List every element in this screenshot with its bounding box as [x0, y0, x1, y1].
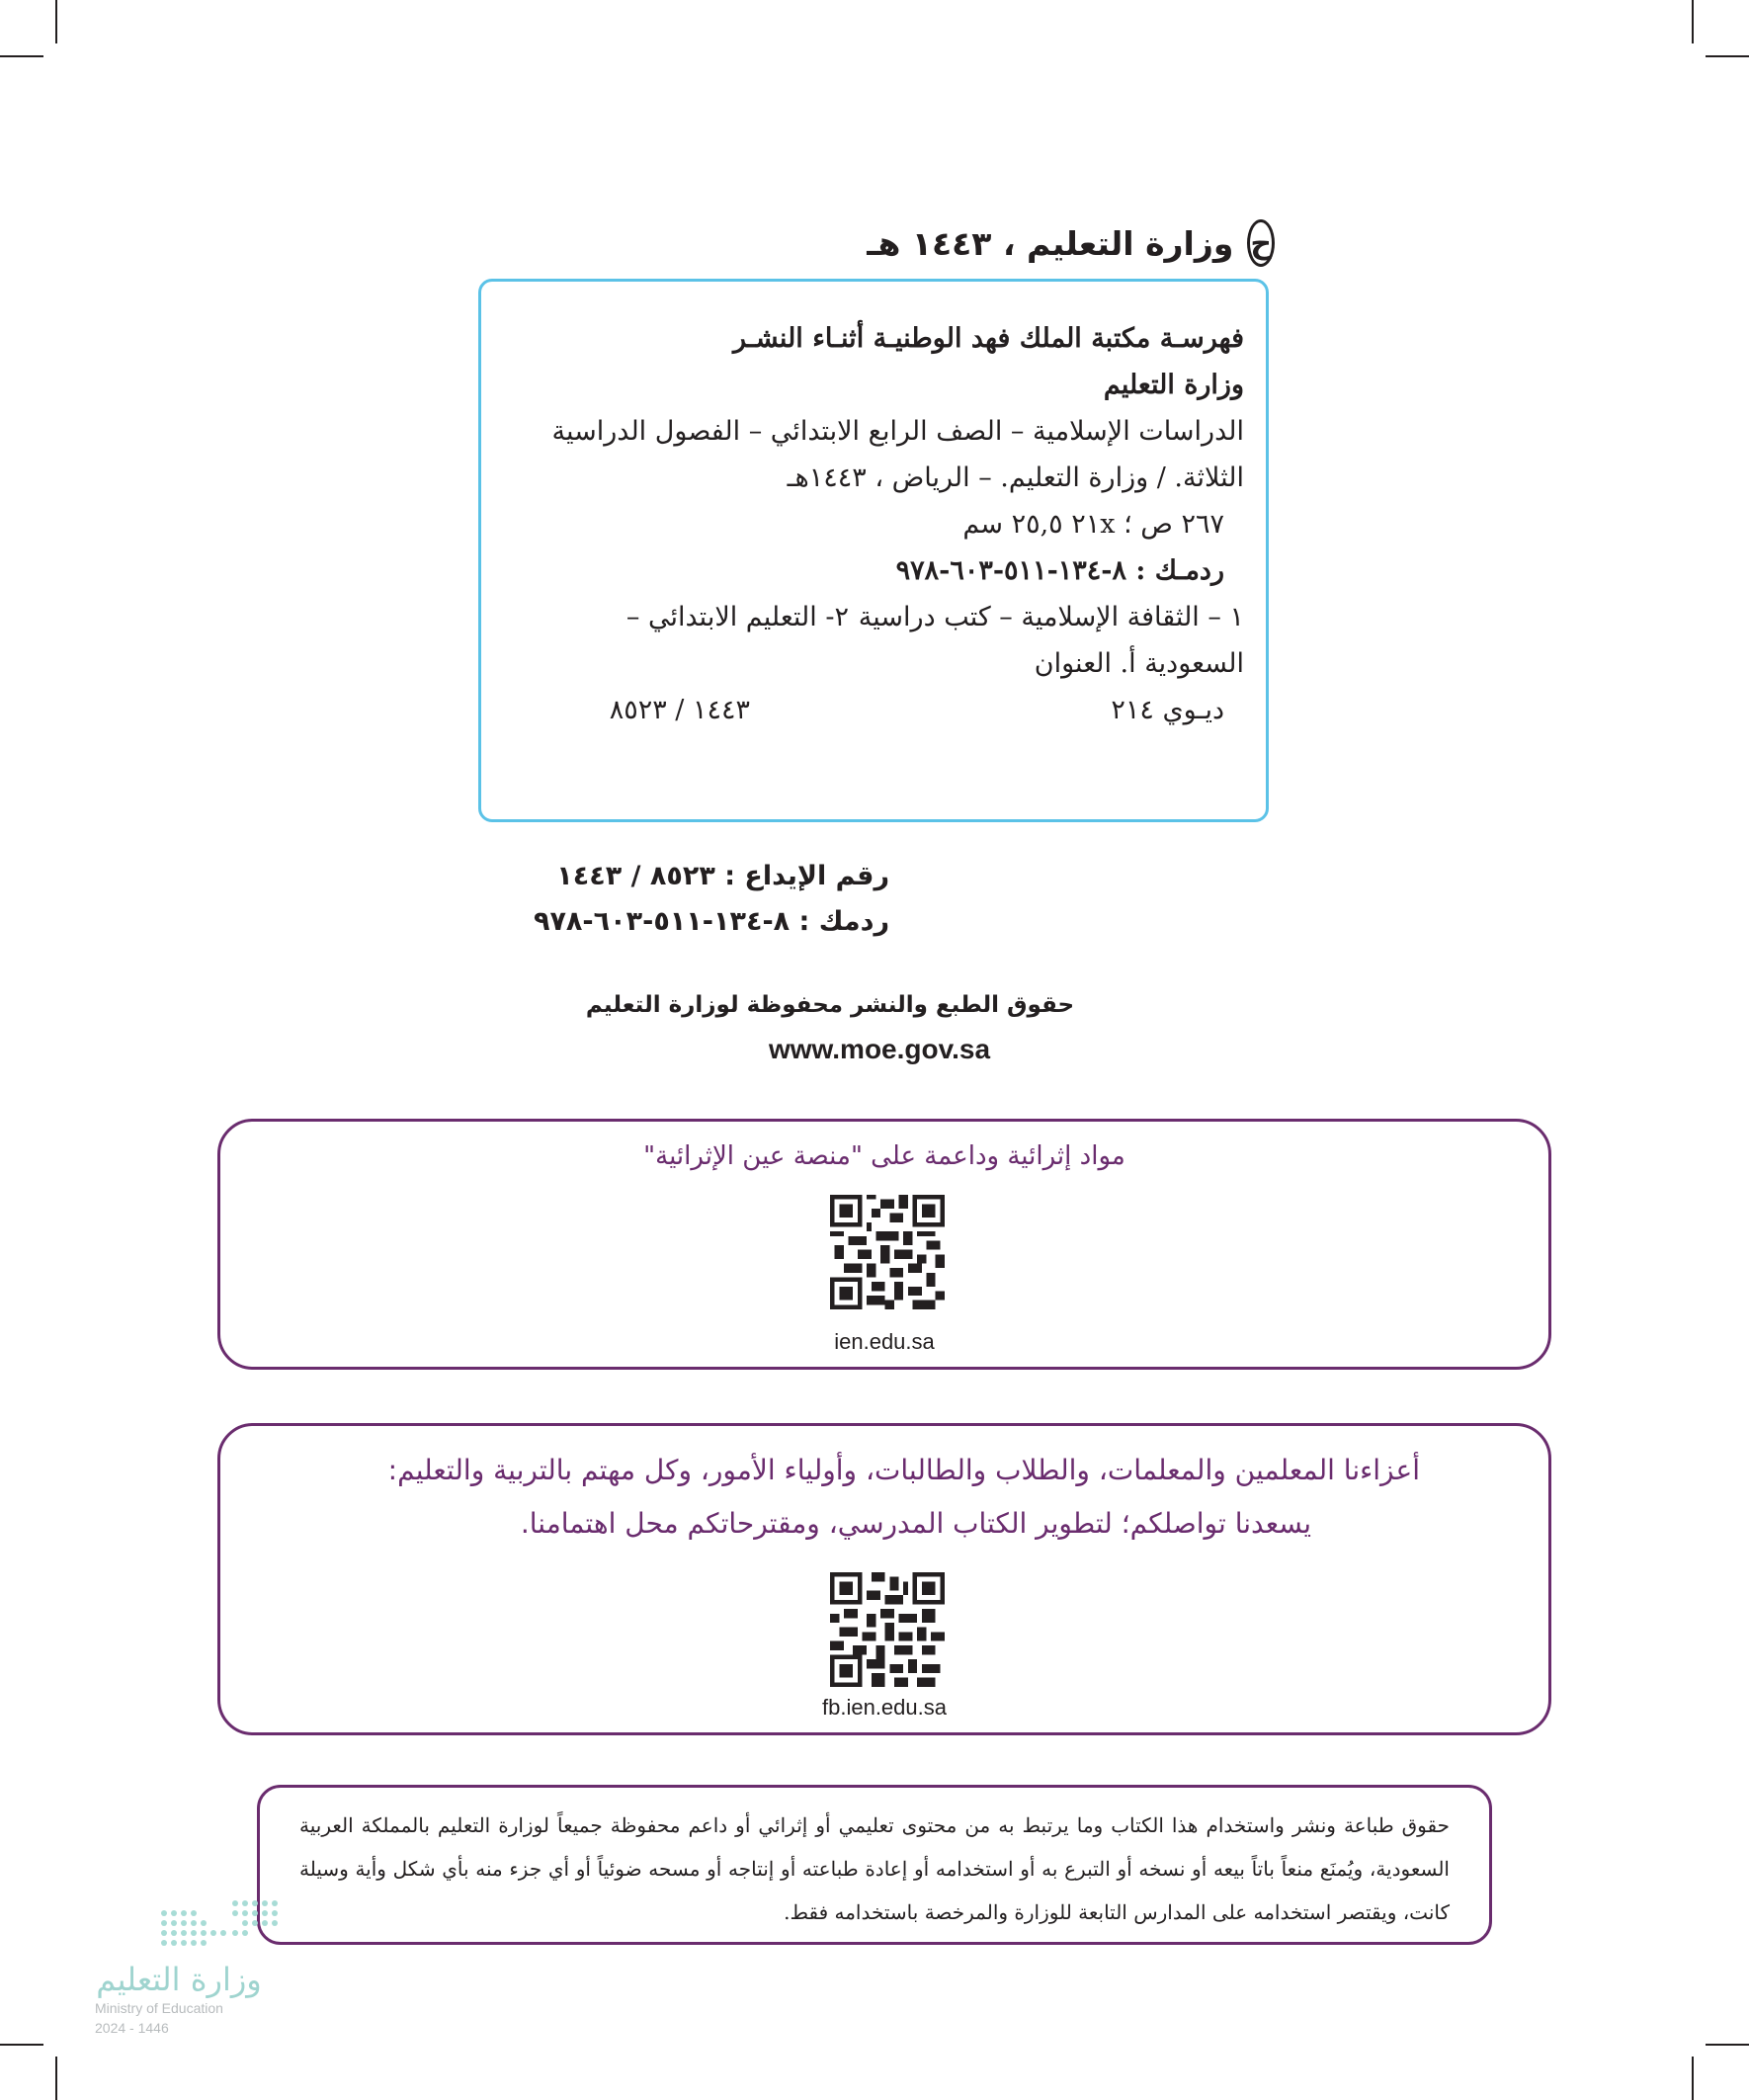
enrichment-title: مواد إثرائية وداعمة على "منصة عين الإثرائية": [643, 1141, 1125, 1171]
feedback-qr-code[interactable]: [830, 1572, 945, 1687]
catalog-classification: [503, 687, 1244, 733]
enrichment-box: [217, 1119, 1551, 1370]
catalog-subject-2: ٢- التعليم الابتدائي –: [625, 602, 849, 632]
copyright-line: [867, 215, 1275, 271]
legal-notice-text: حقوق طباعة ونشر واستخدام هذا الكتاب وما يرتبط به من محتوى تعليمي أو إثرائي أو داعم محفوظة جميعاً لوزارة التعليم بالمملكة العربية السعودية، ويُمنَع منعاً باتاً بيعه أو نسخه أو التبرع به أو استخدامه أو إعادة طباعته أو إنتاجه أو مسحه ضوئياً أو أي جزء منه بأي شكل وأية وسيلة كانت، ويقتصر استخدامه على المدارس التابعة للوزارة والمرخصة باستخدامه فقط.: [299, 1813, 1450, 1924]
catalog-author: وزارة التعليم: [1103, 370, 1244, 400]
crop-mark: [55, 2057, 57, 2100]
ministry-english-name: Ministry of Education: [95, 2000, 223, 2016]
ministry-logo: [95, 1897, 332, 2046]
catalog-heading: فهرسـة مكتبة الملك فهد الوطنيـة أثنـاء النشـر: [733, 323, 1244, 354]
crop-mark: [1706, 55, 1749, 57]
website-link[interactable]: www.moe.gov.sa: [768, 1034, 991, 1064]
crop-mark: [0, 2044, 43, 2046]
catalog-dewey: ديـوي ٢١٤: [1111, 695, 1224, 725]
legal-notice-box: [257, 1785, 1492, 1945]
crop-mark: [55, 0, 57, 43]
ministry-dots-icon: [154, 1897, 322, 1957]
catalog-subject-1: ١ – الثقافة الإسلامية – كتب دراسية: [858, 602, 1244, 632]
deposit-number: رقم الإيداع : ٨٥٢٣ / ١٤٤٣: [556, 861, 889, 891]
feedback-url[interactable]: fb.ien.edu.sa: [822, 1695, 947, 1720]
copyright-text: وزارة التعليم ، ١٤٤٣ هـ: [867, 223, 1234, 263]
crop-mark: [1692, 2057, 1694, 2100]
crop-mark: [1692, 0, 1694, 43]
catalog-card: [478, 279, 1269, 822]
deposit-block: [514, 854, 889, 945]
rights-notice: حقوق الطبع والنشر محفوظة لوزارة التعليم: [585, 992, 1075, 1018]
catalog-isbn: ردمـك : ٨-١٣٤-٥١١-٦٠٣-٩٧٨: [895, 555, 1224, 586]
feedback-invitation: يسعدنا تواصلكم؛ لتطوير الكتاب المدرسي، ومقترحاتكم محل اهتمامنا.: [520, 1507, 1311, 1540]
catalog-subject-3: السعودية أ. العنوان: [1034, 648, 1244, 679]
catalog-subjects: [503, 594, 1244, 640]
enrichment-qr-code[interactable]: [830, 1195, 945, 1309]
ministry-arabic-name: وزارة التعليم: [96, 1961, 262, 1998]
crop-mark: [1706, 2044, 1749, 2046]
copyright-symbol: ح: [1247, 219, 1275, 267]
feedback-box: [217, 1423, 1551, 1735]
catalog-pages: ٢٦٧ ص ؛ ٢١x ٢٥,٥ سم: [962, 509, 1224, 540]
catalog-lines: [503, 315, 1244, 733]
crop-mark: [0, 55, 43, 57]
catalog-title-line1: الدراسات الإسلامية – الصف الرابع الابتدائي – الفصول الدراسية: [551, 416, 1244, 447]
deposit-isbn: ردمك : ٨-١٣٤-٥١١-٦٠٣-٩٧٨: [533, 906, 889, 937]
ministry-years: 2024 - 1446: [95, 2020, 169, 2036]
feedback-greeting: أعزاءنا المعلمين والمعلمات، والطلاب والطالبات، وأولياء الأمور، وكل مهتم بالتربية والتعليم:: [387, 1454, 1420, 1486]
catalog-deposit: ١٤٤٣ / ٨٥٢٣: [609, 695, 750, 725]
enrichment-url[interactable]: ien.edu.sa: [834, 1329, 935, 1354]
catalog-title-line2: الثلاثة. / وزارة التعليم. – الرياض ، ١٤٤٣هـ: [787, 462, 1244, 493]
